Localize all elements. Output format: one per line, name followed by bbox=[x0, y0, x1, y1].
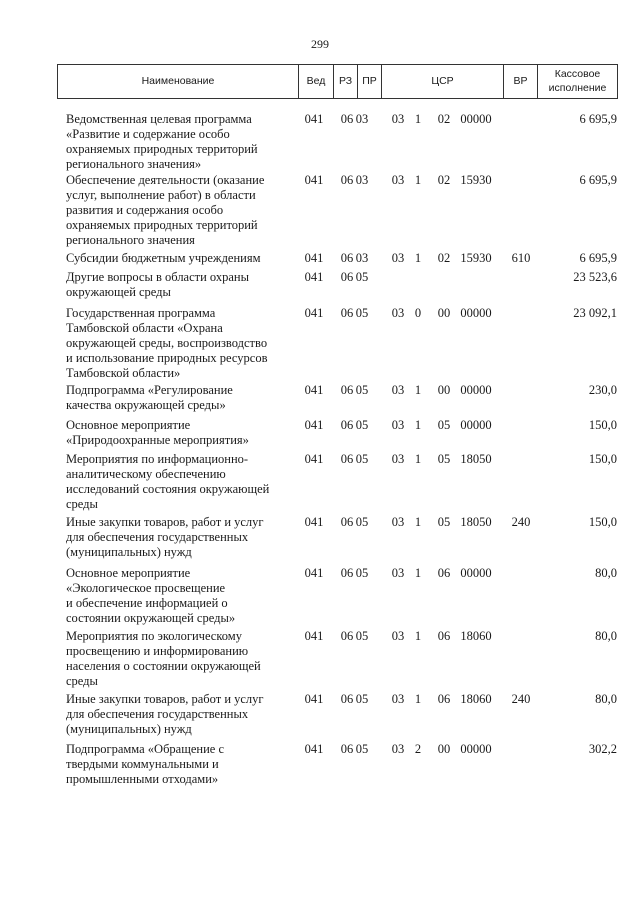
row-csr-3: 00 bbox=[437, 742, 451, 756]
row-vr: 240 bbox=[511, 692, 531, 706]
row-csr-1: 03 bbox=[391, 306, 405, 320]
row-pr: 05 bbox=[355, 418, 369, 432]
row-csr-3: 00 bbox=[437, 383, 451, 397]
row-csr-2: 1 bbox=[414, 515, 422, 529]
row-ved: 041 bbox=[304, 173, 324, 187]
row-amount: 150,0 bbox=[588, 515, 617, 529]
row-csr-1: 03 bbox=[391, 742, 405, 756]
row-vr: 240 bbox=[511, 515, 531, 529]
row-csr-2: 1 bbox=[414, 692, 422, 706]
row-csr-3: 06 bbox=[437, 566, 451, 580]
row-pr: 03 bbox=[355, 173, 369, 187]
row-ved: 041 bbox=[304, 306, 324, 320]
row-csr-4: 00000 bbox=[460, 383, 492, 397]
row-name: Иные закупки товаров, работ и услуг для обеспечения государственных (муниципальных) нужд bbox=[66, 692, 264, 736]
row-rz: 06 bbox=[340, 270, 354, 284]
row-rz: 06 bbox=[340, 566, 354, 580]
row-name: Иные закупки товаров, работ и услуг для обеспечения государственных (муниципальных) нужд bbox=[66, 515, 264, 559]
row-csr-4: 00000 bbox=[460, 112, 492, 126]
row-csr-1: 03 bbox=[391, 383, 405, 397]
row-pr: 03 bbox=[355, 251, 369, 265]
row-csr-2: 1 bbox=[414, 418, 422, 432]
row-ved: 041 bbox=[304, 629, 324, 643]
row-amount: 6 695,9 bbox=[579, 173, 617, 187]
row-ved: 041 bbox=[304, 452, 324, 466]
header-amount: Кассовое исполнение bbox=[548, 68, 607, 94]
row-csr-4: 18060 bbox=[460, 692, 492, 706]
row-amount: 150,0 bbox=[588, 452, 617, 466]
row-name: Подпрограмма «Регулирование качества окружающей среды» bbox=[66, 383, 233, 412]
row-csr-3: 02 bbox=[437, 112, 451, 126]
row-rz: 06 bbox=[340, 251, 354, 265]
row-csr-3: 05 bbox=[437, 515, 451, 529]
header-name: Наименование bbox=[58, 65, 299, 98]
row-csr-2: 1 bbox=[414, 173, 422, 187]
row-rz: 06 bbox=[340, 692, 354, 706]
page-number: 299 bbox=[311, 37, 329, 51]
header-vr: ВР bbox=[504, 65, 538, 98]
row-rz: 06 bbox=[340, 173, 354, 187]
header-rz: РЗ bbox=[334, 65, 358, 98]
row-csr-4: 00000 bbox=[460, 566, 492, 580]
row-csr-3: 05 bbox=[437, 418, 451, 432]
row-pr: 05 bbox=[355, 742, 369, 756]
row-name: Мероприятия по информационно- аналитическому обеспечению исследований состояния окружающей среды bbox=[66, 452, 270, 511]
row-csr-2: 1 bbox=[414, 112, 422, 126]
row-amount: 6 695,9 bbox=[579, 251, 617, 265]
row-ved: 041 bbox=[304, 418, 324, 432]
row-csr-2: 1 bbox=[414, 383, 422, 397]
row-csr-1: 03 bbox=[391, 112, 405, 126]
row-csr-2: 1 bbox=[414, 629, 422, 643]
header-csr: ЦСР bbox=[382, 65, 504, 98]
row-pr: 05 bbox=[355, 270, 369, 284]
row-vr: 610 bbox=[511, 251, 531, 265]
row-csr-4: 18050 bbox=[460, 515, 492, 529]
row-csr-2: 2 bbox=[414, 742, 422, 756]
row-rz: 06 bbox=[340, 515, 354, 529]
row-csr-3: 06 bbox=[437, 692, 451, 706]
row-name: Субсидии бюджетным учреждениям bbox=[66, 251, 261, 265]
row-csr-1: 03 bbox=[391, 251, 405, 265]
row-rz: 06 bbox=[340, 418, 354, 432]
row-amount: 80,0 bbox=[595, 629, 617, 643]
header-pr: ПР bbox=[358, 65, 382, 98]
row-csr-4: 00000 bbox=[460, 306, 492, 320]
row-amount: 80,0 bbox=[595, 566, 617, 580]
row-csr-2: 1 bbox=[414, 452, 422, 466]
row-pr: 05 bbox=[355, 692, 369, 706]
row-amount: 230,0 bbox=[588, 383, 617, 397]
row-csr-4: 15930 bbox=[460, 251, 492, 265]
row-csr-1: 03 bbox=[391, 566, 405, 580]
row-csr-4: 15930 bbox=[460, 173, 492, 187]
row-csr-2: 0 bbox=[414, 306, 422, 320]
row-name: Подпрограмма «Обращение с твердыми коммунальными и промышленными отходами» bbox=[66, 742, 225, 786]
row-name: Государственная программа Тамбовской области «Охрана окружающей среды, воспроизводство и использование природных ресурсов Тамбовской области» bbox=[66, 306, 268, 380]
row-pr: 05 bbox=[355, 306, 369, 320]
row-rz: 06 bbox=[340, 452, 354, 466]
row-pr: 05 bbox=[355, 629, 369, 643]
row-csr-4: 00000 bbox=[460, 742, 492, 756]
row-csr-3: 05 bbox=[437, 452, 451, 466]
row-ved: 041 bbox=[304, 742, 324, 756]
row-ved: 041 bbox=[304, 251, 324, 265]
row-csr-4: 18050 bbox=[460, 452, 492, 466]
row-amount: 23 523,6 bbox=[573, 270, 617, 284]
row-csr-1: 03 bbox=[391, 418, 405, 432]
row-amount: 23 092,1 bbox=[573, 306, 617, 320]
row-csr-3: 00 bbox=[437, 306, 451, 320]
row-name: Мероприятия по экологическому просвещению и информированию населения о состоянии окружающей среды bbox=[66, 629, 261, 688]
row-ved: 041 bbox=[304, 692, 324, 706]
row-csr-3: 02 bbox=[437, 251, 451, 265]
row-pr: 05 bbox=[355, 452, 369, 466]
row-ved: 041 bbox=[304, 383, 324, 397]
row-name: Основное мероприятие «Природоохранные мероприятия» bbox=[66, 418, 249, 447]
row-pr: 05 bbox=[355, 383, 369, 397]
row-csr-1: 03 bbox=[391, 452, 405, 466]
row-rz: 06 bbox=[340, 742, 354, 756]
row-amount: 6 695,9 bbox=[579, 112, 617, 126]
row-amount: 302,2 bbox=[588, 742, 617, 756]
row-csr-1: 03 bbox=[391, 692, 405, 706]
row-csr-3: 06 bbox=[437, 629, 451, 643]
row-csr-2: 1 bbox=[414, 251, 422, 265]
row-pr: 05 bbox=[355, 566, 369, 580]
row-amount: 80,0 bbox=[595, 692, 617, 706]
row-rz: 06 bbox=[340, 629, 354, 643]
row-pr: 03 bbox=[355, 112, 369, 126]
row-ved: 041 bbox=[304, 566, 324, 580]
row-rz: 06 bbox=[340, 112, 354, 126]
row-name: Ведомственная целевая программа «Развитие и содержание особо охраняемых природных территорий регионального значения» bbox=[66, 112, 258, 171]
row-csr-4: 18060 bbox=[460, 629, 492, 643]
row-name: Основное мероприятие «Экологическое просвещение и обеспечение информацией о состоянии окружающей среды» bbox=[66, 566, 236, 625]
row-rz: 06 bbox=[340, 383, 354, 397]
header-ved: Вед bbox=[299, 65, 334, 98]
row-csr-2: 1 bbox=[414, 566, 422, 580]
table-header bbox=[57, 64, 618, 99]
row-rz: 06 bbox=[340, 306, 354, 320]
row-ved: 041 bbox=[304, 515, 324, 529]
row-csr-1: 03 bbox=[391, 173, 405, 187]
row-csr-1: 03 bbox=[391, 515, 405, 529]
row-csr-3: 02 bbox=[437, 173, 451, 187]
row-amount: 150,0 bbox=[588, 418, 617, 432]
row-csr-1: 03 bbox=[391, 629, 405, 643]
row-csr-4: 00000 bbox=[460, 418, 492, 432]
row-name: Обеспечение деятельности (оказание услуг, выполнение работ) в области развития и содержания особо охраняемых природных территорий регионального значения bbox=[66, 173, 265, 247]
row-name: Другие вопросы в области охраны окружающей среды bbox=[66, 270, 250, 299]
row-ved: 041 bbox=[304, 270, 324, 284]
row-ved: 041 bbox=[304, 112, 324, 126]
row-pr: 05 bbox=[355, 515, 369, 529]
